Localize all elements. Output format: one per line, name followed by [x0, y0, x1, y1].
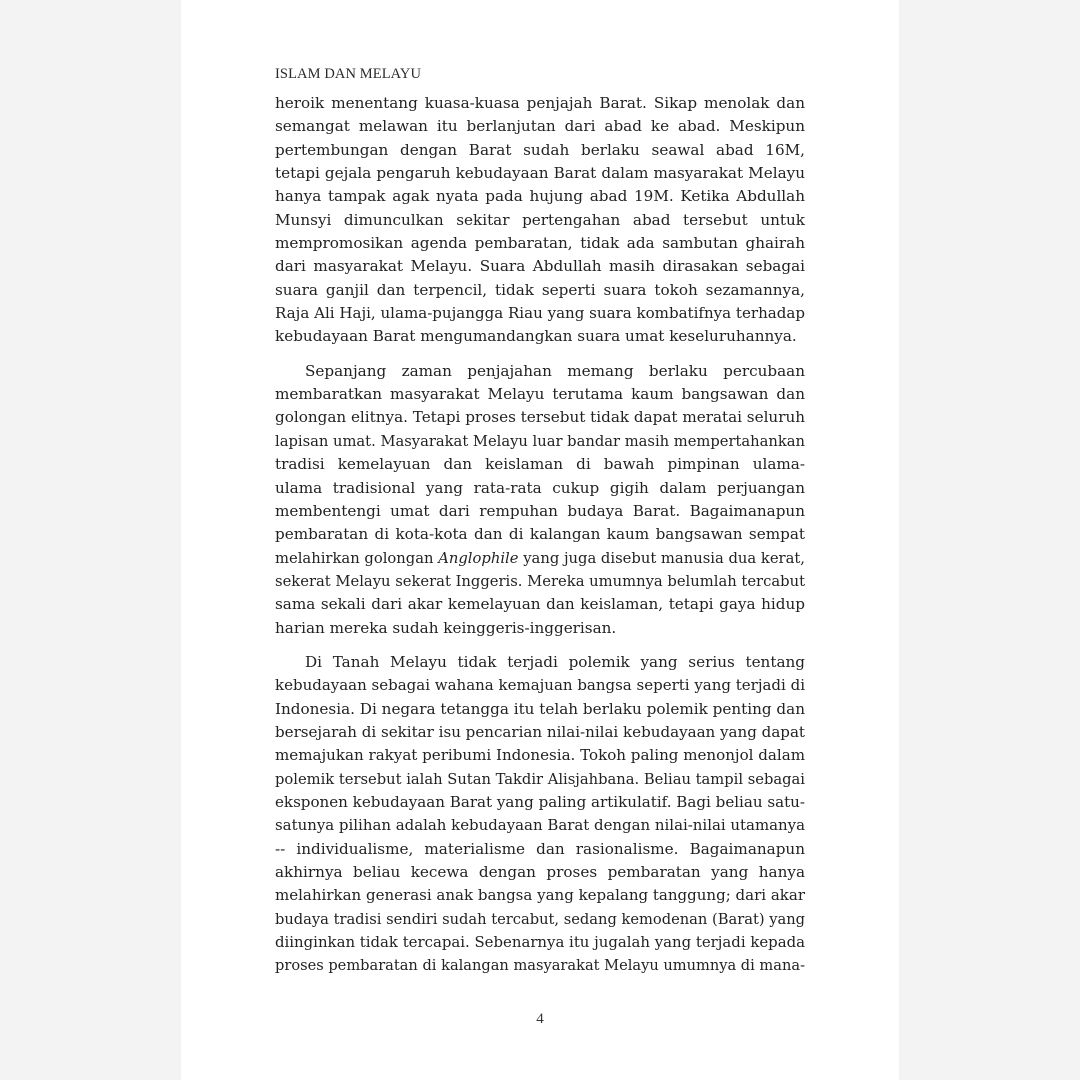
- text-line: pembaratan di kota-kota dan di kalangan kaum bangsawan sempat: [275, 525, 805, 544]
- text-line: akhirnya beliau kecewa dengan proses pembaratan yang hanya: [275, 863, 805, 881]
- paragraph-3: [275, 651, 805, 978]
- text-line: suara ganjil dan terpencil, tidak seperti suara tokoh sezamannya,: [275, 280, 805, 299]
- text-line: kebudayaan sebagai wahana kemajuan bangsa seperti yang terjadi di: [275, 676, 805, 695]
- text-line: memajukan rakyat peribumi Indonesia. Tokoh paling menonjol dalam: [275, 746, 805, 765]
- text-line: harian mereka sudah keinggeris-inggerisan.: [275, 618, 617, 637]
- running-header: ISLAM DAN MELAYU: [275, 66, 422, 82]
- text-line: golongan elitnya. Tetapi proses tersebut tidak dapat meratai seluruh: [275, 408, 805, 427]
- text-line: tradisi kemelayuan dan keislaman di bawah pimpinan ulama-: [275, 455, 805, 474]
- text-segment: melahirkan golongan: [275, 548, 439, 567]
- text-line: pertembungan dengan Barat sudah berlaku seawal abad 16M,: [275, 140, 805, 159]
- text-line: budaya tradisi sendiri sudah tercabut, sedang kemodenan (Barat) yang: [275, 909, 805, 928]
- paragraph-gap: [275, 640, 805, 651]
- text-line: -- individualisme, materialisme dan rasionalisme. Bagaimanapun: [275, 839, 805, 858]
- paragraph-gap: [275, 349, 805, 360]
- text-line: sekerat Melayu sekerat Inggeris. Mereka umumnya belumlah tercabut: [275, 571, 805, 590]
- text-line: diinginkan tidak tercapai. Sebenarnya itu jugalah yang terjadi kepada: [275, 933, 805, 952]
- text-line-with-italic: [275, 547, 805, 570]
- text-line: proses pembaratan di kalangan masyarakat Melayu umumnya di mana-: [275, 956, 805, 975]
- text-segment: yang juga disebut manusia dua kerat,: [518, 548, 805, 567]
- text-line: polemik tersebut ialah Sutan Takdir Alisjahbana. Beliau tampil sebagai: [275, 769, 805, 788]
- text-line: semangat melawan itu berlanjutan dari abad ke abad. Meskipun: [275, 117, 805, 136]
- text-line: bersejarah di sekitar isu pencarian nilai-nilai kebudayaan yang dapat: [275, 722, 805, 741]
- text-line: tetapi gejala pengaruh kebudayaan Barat dalam masyarakat Melayu: [275, 164, 805, 183]
- text-line: eksponen kebudayaan Barat yang paling artikulatif. Bagi beliau satu-: [275, 792, 805, 811]
- text-line: sama sekali dari akar kemelayuan dan keislaman, tetapi gaya hidup: [275, 595, 805, 614]
- paragraph-1: [275, 92, 805, 349]
- body-text: [275, 92, 805, 978]
- text-line: membentengi umat dari rempuhan budaya Barat. Bagaimanapun: [275, 501, 805, 520]
- text-line: dari masyarakat Melayu. Suara Abdullah masih dirasakan sebagai: [275, 257, 805, 276]
- text-line: Di Tanah Melayu tidak terjadi polemik yang serius tentang: [305, 652, 805, 671]
- text-line: ulama tradisional yang rata-rata cukup gigih dalam perjuangan: [275, 478, 805, 497]
- page-number: 4: [536, 1011, 544, 1027]
- text-line: heroik menentang kuasa-kuasa penjajah Barat. Sikap menolak dan: [275, 94, 805, 112]
- text-line: Munsyi dimunculkan sekitar pertengahan abad tersebut untuk: [275, 210, 805, 229]
- paragraph-2: [275, 360, 805, 640]
- text-line: satunya pilihan adalah kebudayaan Barat dengan nilai-nilai utamanya: [275, 816, 805, 835]
- text-line: hanya tampak agak nyata pada hujung abad 19M. Ketika Abdullah: [275, 187, 805, 206]
- book-page: [181, 0, 899, 1080]
- text-line: Indonesia. Di negara tetangga itu telah berlaku polemik penting dan: [275, 699, 805, 718]
- text-line: kebudayaan Barat mengumandangkan suara umat keseluruhannya.: [275, 327, 797, 346]
- text-line: lapisan umat. Masyarakat Melayu luar bandar masih mempertahankan: [275, 431, 805, 450]
- text-line: mempromosikan agenda pembaratan, tidak ada sambutan ghairah: [275, 234, 805, 253]
- text-line: Raja Ali Haji, ulama-pujangga Riau yang suara kombatifnya terhadap: [275, 304, 805, 323]
- italic-term: Anglophile: [438, 548, 519, 567]
- text-line: Sepanjang zaman penjajahan memang berlaku percubaan: [305, 361, 805, 380]
- text-line: melahirkan generasi anak bangsa yang kepalang tanggung; dari akar: [275, 886, 805, 905]
- text-line: membaratkan masyarakat Melayu terutama kaum bangsawan dan: [275, 385, 805, 404]
